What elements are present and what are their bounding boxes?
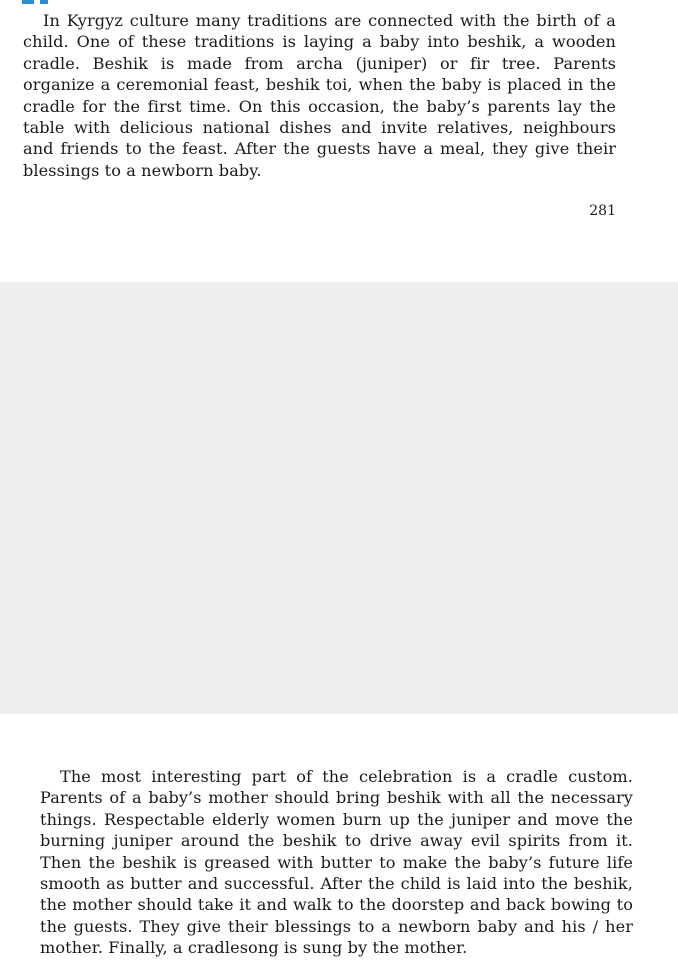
accent-mark [40,0,48,4]
accent-mark [22,0,34,4]
page-number: 281 [589,203,616,219]
header-accent-decoration [22,0,68,4]
paragraph-beshik-tradition: In Kyrgyz culture many traditions are connected with the birth of a child. One of these traditions is laying a baby into beshik, a wooden cradle. Beshik is made from archa (juniper) or fir tree. Parents organize a ceremonial feast, beshik toi, when the baby is placed in the cradle for the first time. On this occasion, the baby’s parents lay the table with delicious national dishes and invite relatives, neighbours and friends to the feast. After the guests have a meal, they give their blessings to a newborn baby. [23,11,616,180]
page-top [0,0,678,282]
page-gap [0,282,678,714]
paragraph-cradle-custom: The most interesting part of the celebration is a cradle custom. Parents of a baby’s mother should bring beshik with all the necessary things. Respectable elderly women burn up the juniper and move the burning juniper around the beshik to drive away evil spirits from it. Then the beshik is greased with butter to make the baby’s future life smooth as butter and successful. After the child is laid into the beshik, the mother should take it and walk to the doorstep and back bowing to the guests. They give their blessings to a newborn baby and his / her mother. Finally, a cradlesong is sung by the mother. [40,767,633,958]
